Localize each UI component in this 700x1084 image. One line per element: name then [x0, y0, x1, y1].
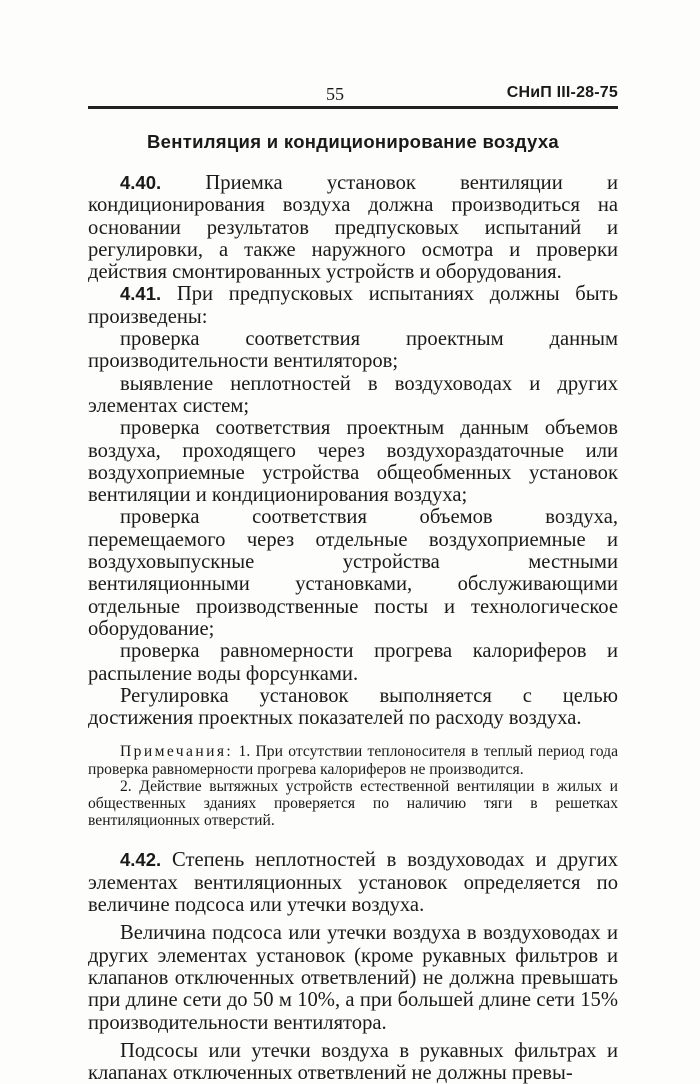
clause-4-41: [88, 283, 618, 328]
clause-4-42: [88, 849, 618, 916]
clause-number: 4.41.: [120, 283, 162, 305]
clause-paragraph: Подсосы или утечки воздуха в рукавных фильтрах и клапанах отключенных ответвлений не должны превы-: [88, 1039, 618, 1084]
clause-closing: Регулировка установок выполняется с целью достижения проектных показателей по расходу воздуха.: [88, 684, 618, 730]
clause-text: Степень неплотностей в воздуховодах и других элементах вентиляционных установок определяется по величине подсоса или утечки воздуха.: [88, 849, 618, 917]
list-item: проверка соответствия проектным данным производительности вентиляторов;: [88, 328, 618, 373]
clause-number: 4.42.: [120, 849, 162, 871]
clause-4-40: [88, 172, 618, 283]
note-2: 2. Действие вытяжных устройств естественной вентиляции в жилых и общественных зданиях проверяется по наличию тяги в решетках вентиляционных отверстий.: [88, 777, 618, 830]
note-text: 1. При отсутствии теплоносителя в теплый период года проверка равномерности прогрева калориферов не производится.: [88, 743, 618, 778]
clause-intro: При предпусковых испытаниях должны быть произведены:: [88, 283, 619, 328]
page-number: 55: [326, 84, 344, 104]
notes-lead: Примечания:: [120, 743, 234, 761]
clause-paragraph: Величина подсоса или утечки воздуха в воздуховодах и других элементах установок (кроме рукавных фильтров и клапанов отключенных ответвлений) не должна превышать при длине сети до 50 м 10%, а при большей длине сети 15% производительности вентилятора.: [88, 922, 618, 1034]
list-item: выявление неплотностей в воздуховодах и других элементах систем;: [88, 372, 618, 417]
list-item: проверка соответствия объемов воздуха, перемещаемого через отдельные воздухоприемные и воздуховыпускные устройства местными вентиляционными установками, обслуживающими отдельные производственные посты и технологическое оборудование;: [88, 506, 618, 640]
document-code: СНиП III-28-75: [506, 84, 618, 101]
list-item: проверка равномерности прогрева калориферов и распыление воды форсунками.: [88, 640, 618, 685]
notes-block: [88, 743, 618, 829]
clause-number: 4.40.: [120, 172, 162, 193]
clause-text: Приемка установок вентиляции и кондиционирования воздуха должна производиться на основании результатов предпусковых испытаний и регулировки, а также наружного осмотра и проверки действия смонтированных устройств и оборудования.: [88, 172, 618, 284]
list-item: проверка соответствия проектным данным объемов воздуха, проходящего через воздухораздаточные или воздухоприемные устройства общеобменных установок вентиляции и кондиционирования воздуха;: [88, 417, 618, 507]
section-title: Вентиляция и кондиционирование воздуха: [146, 131, 560, 152]
note-1: [88, 743, 618, 777]
body-text: [88, 172, 618, 1084]
header-rule: [88, 106, 618, 109]
